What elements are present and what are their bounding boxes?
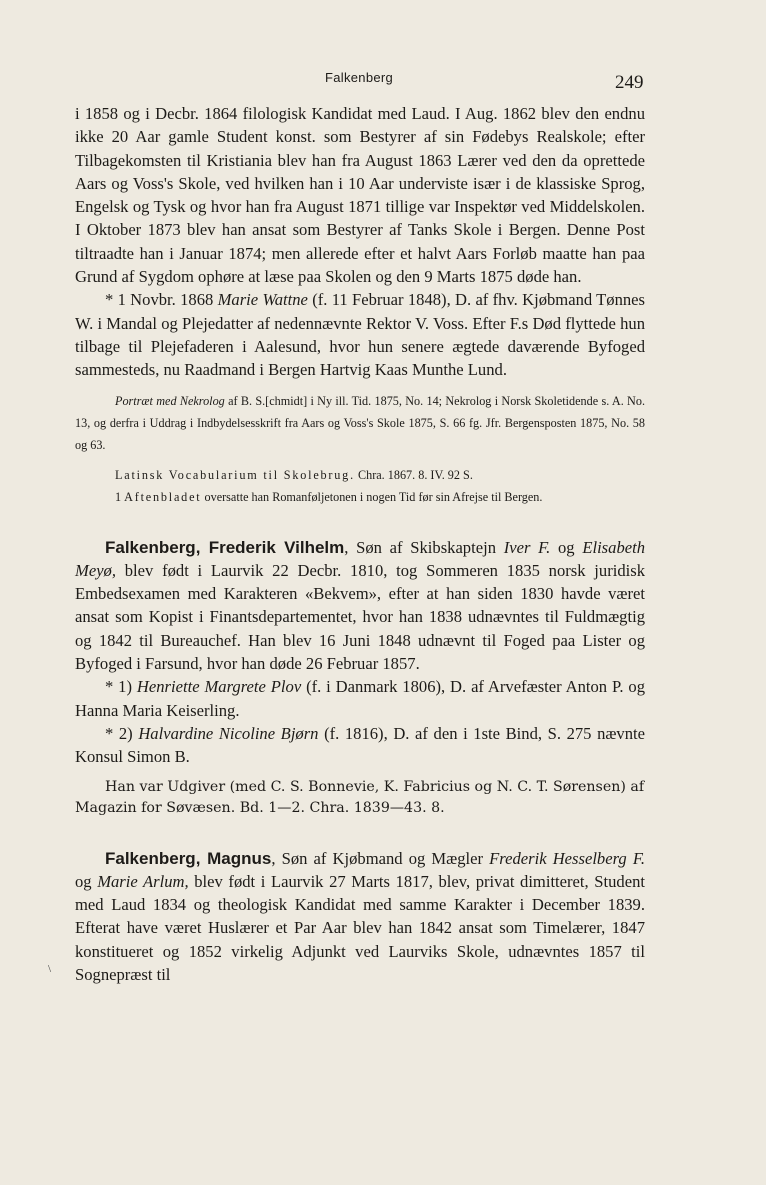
entry1-work-1: Latinsk Vocabularium til Skolebrug. Chra. 1867. 8. IV. 92 S. <box>115 467 473 482</box>
page-number: 249 <box>615 72 644 93</box>
entry1-sources: Portræt med Nekrolog af B. S.[chmidt] i Ny ill. Tid. 1875, No. 14; Nekrolog i Norsk Skoletidende s. A. No. 13, og derfra i Uddrag i Indbydelsesskrift fra Aars og Voss's Skole 1875, S. 66 fg. Jfr. Bergensposten 1875, No. 58 og 63. <box>75 393 645 452</box>
entry2-work: Han var Udgiver (med C. S. Bonnevie, K. Fabricius og N. C. T. Sørensen) af Magazin for Søvæsen. Bd. 1—2. Chra. 1839—43. 8. <box>75 778 645 816</box>
entry3-text: Falkenberg, Magnus, Søn af Kjøbmand og Mægler Frederik Hesselberg F. og Marie Arlum, blev født i Laurvik 27 Marts 1817, blev, privat dimitteret, Student med Laud 1834 og theologisk Kandidat med samme Karakter i December 1839. Efterat have været Huslærer et Par Aar blev han 1842 ansat som Timelærer, 1847 konstitueret og 1852 virkelig Adjunkt ved Laurviks Skole, udnævntes 1857 til Sognepræst til <box>75 848 645 985</box>
margin-mark: \ <box>48 963 52 975</box>
entry1-work-2: 1 Aftenbladet oversatte han Romanføljetonen i nogen Tid før sin Afrejse til Bergen. <box>115 489 543 504</box>
running-title: Falkenberg <box>325 70 394 85</box>
entry2-marriage-1: * 1) Henriette Margrete Plov (f. i Danmark 1806), D. af Arvefæster Anton P. og Hanna Maria Keiserling. <box>75 677 646 720</box>
entry-heading: Falkenberg, Frederik Vilhelm <box>105 537 345 557</box>
page-body <box>75 102 645 986</box>
entry2-text: Falkenberg, Frederik Vilhelm, Søn af Skibskaptejn Iver F. og Elisabeth Meyø, blev født i Laurvik 22 Decbr. 1810, tog Sommeren 1835 norsk juridisk Embedsexamen med Karakteren «Bekvem», efter at han siden 1830 havde været ansat som Kopist i Finantsdepartementet, hvor han 1838 udnævntes til Fuldmægtig og 1842 til Bureauchef. Han blev 16 Juni 1848 udnævnt til Foged paa Lister og Byfoged i Farsund, hvor han døde 26 Februar 1857. <box>75 537 646 674</box>
spouse-name: Marie Wattne <box>217 290 308 310</box>
entry2-marriage-2: * 2) Halvardine Nicoline Bjørn (f. 1816), D. af den i 1ste Bind, S. 275 nævnte Konsul Simon B. <box>75 723 646 767</box>
entry-heading: Falkenberg, Magnus <box>105 848 272 868</box>
entry1-text: i 1858 og i Decbr. 1864 filologisk Kandidat med Laud. I Aug. 1862 blev den endnu ikke 20 Aar gamle Student konst. som Bestyrer af sin Fødebys Realskole; efter Tilbagekomsten til Kristiania blev han fra August 1863 Lærer ved den da oprettede Aars og Voss's Skole, ved hvilken han i 10 Aar underviste især i de klassiske Sprog, Engelsk og Tysk og hvor han fra August 1871 tillige var Inspektør ved Middelskolen. I Oktober 1873 blev han ansat som Bestyrer af Tanks Skole i Bergen. Denne Post tiltraadte han i Januar 1874; men allerede efter et halvt Aars Forløb maatte han paa Grund af Sygdom ophøre at læse paa Skolen og den 9 Marts 1875 døde han. <box>75 104 645 287</box>
entry1-marriage: * 1 Novbr. 1868 Marie Wattne (f. 11 Februar 1848), D. af fhv. Kjøbmand Tønnes W. i Mandal og Plejedatter af nedennævnte Rektor V. Voss. Efter F.s Død flyttede hun tilbage til Plejefaderen i Aalesund, hvor hun senere ægtede daværende Byfoged sammesteds, nu Raadmand i Bergen Hartvig Kaas Munthe Lund. <box>75 290 646 380</box>
